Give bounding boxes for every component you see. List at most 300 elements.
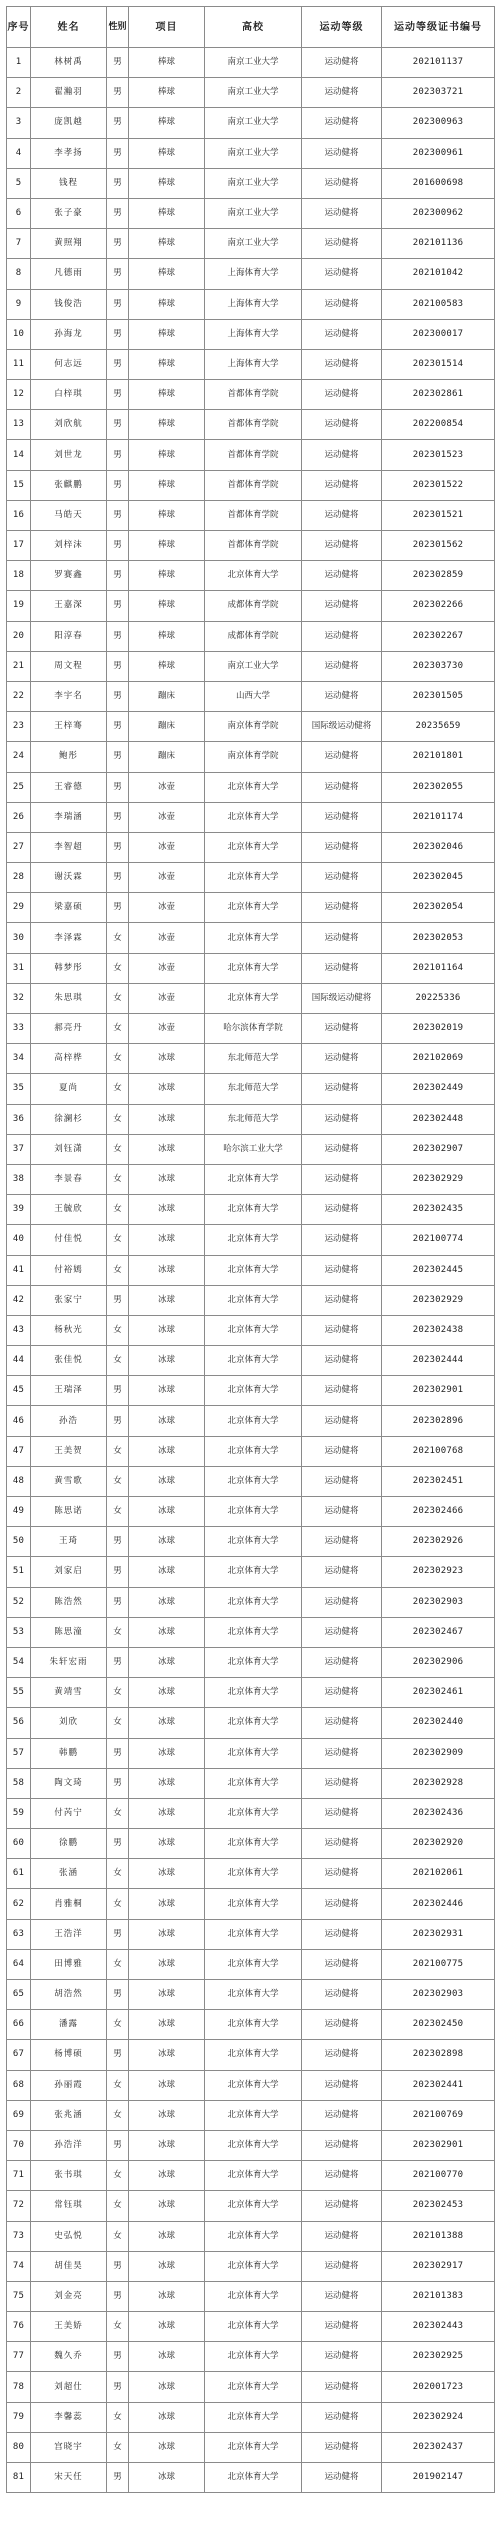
cell-certificate-number: 202301522 [382,470,495,500]
cell-index: 38 [7,1164,31,1194]
cell-gender: 女 [107,1014,129,1044]
cell-index: 41 [7,1255,31,1285]
cell-gender: 男 [107,2130,129,2160]
table-row [7,2191,495,2221]
cell-grade: 运动健将 [302,2191,382,2221]
cell-name: 谢沃霖 [31,863,107,893]
cell-name: 刘欣航 [31,410,107,440]
cell-university: 哈尔滨体育学院 [205,1014,302,1044]
table-row [7,1678,495,1708]
table-row [7,712,495,742]
cell-index: 42 [7,1285,31,1315]
cell-event: 棒球 [129,108,205,138]
cell-university: 北京体育大学 [205,2402,302,2432]
table-row [7,2100,495,2130]
cell-gender: 男 [107,561,129,591]
cell-grade: 运动健将 [302,1497,382,1527]
cell-grade: 运动健将 [302,1466,382,1496]
cell-university: 南京工业大学 [205,48,302,78]
cell-index: 12 [7,380,31,410]
cell-grade: 运动健将 [302,1255,382,1285]
table-row [7,1859,495,1889]
cell-certificate-number: 202102061 [382,1859,495,1889]
cell-index: 27 [7,832,31,862]
cell-grade: 运动健将 [302,2372,382,2402]
cell-university: 北京体育大学 [205,561,302,591]
table-row [7,2161,495,2191]
table-row [7,1738,495,1768]
table-row [7,2221,495,2251]
cell-index: 68 [7,2070,31,2100]
cell-certificate-number: 202302055 [382,772,495,802]
cell-grade: 运动健将 [302,651,382,681]
cell-university: 北京体育大学 [205,2463,302,2493]
header-row [7,7,495,48]
cell-certificate-number: 202302444 [382,1346,495,1376]
cell-name: 夏尚 [31,1074,107,1104]
cell-gender: 男 [107,380,129,410]
cell-grade: 运动健将 [302,289,382,319]
cell-certificate-number: 202302053 [382,923,495,953]
cell-event: 棒球 [129,48,205,78]
table-row [7,1798,495,1828]
cell-grade: 运动健将 [302,138,382,168]
cell-certificate-number: 202302437 [382,2432,495,2462]
cell-event: 冰球 [129,1315,205,1345]
cell-grade: 运动健将 [302,1768,382,1798]
cell-event: 冰壶 [129,893,205,923]
cell-university: 南京工业大学 [205,198,302,228]
cell-name: 何志远 [31,349,107,379]
cell-index: 36 [7,1104,31,1134]
cell-university: 北京体育大学 [205,1678,302,1708]
table-row [7,1225,495,1255]
cell-name: 孙浩洋 [31,2130,107,2160]
table-row [7,1074,495,1104]
cell-gender: 男 [107,78,129,108]
cell-gender: 男 [107,229,129,259]
cell-university: 东北师范大学 [205,1044,302,1074]
cell-grade: 运动健将 [302,1557,382,1587]
cell-event: 冰壶 [129,772,205,802]
cell-university: 北京体育大学 [205,1285,302,1315]
athlete-certificate-table-container [6,6,494,2493]
cell-grade: 运动健将 [302,1949,382,1979]
cell-gender: 男 [107,349,129,379]
cell-grade: 运动健将 [302,380,382,410]
cell-grade: 运动健将 [302,1406,382,1436]
cell-certificate-number: 202302054 [382,893,495,923]
cell-index: 23 [7,712,31,742]
cell-university: 北京体育大学 [205,802,302,832]
cell-index: 7 [7,229,31,259]
cell-gender: 男 [107,1376,129,1406]
cell-certificate-number: 202302019 [382,1014,495,1044]
cell-event: 冰球 [129,1708,205,1738]
cell-event: 棒球 [129,349,205,379]
cell-event: 冰球 [129,2191,205,2221]
cell-certificate-number: 202302898 [382,2040,495,2070]
cell-certificate-number: 202300962 [382,198,495,228]
cell-index: 16 [7,500,31,530]
cell-certificate-number: 202302859 [382,561,495,591]
cell-certificate-number: 202302438 [382,1315,495,1345]
table-row [7,500,495,530]
cell-index: 13 [7,410,31,440]
cell-name: 韩梦彤 [31,953,107,983]
cell-index: 17 [7,531,31,561]
cell-university: 北京体育大学 [205,1859,302,1889]
cell-gender: 女 [107,1315,129,1345]
cell-university: 南京工业大学 [205,138,302,168]
cell-certificate-number: 202101136 [382,229,495,259]
cell-university: 北京体育大学 [205,2432,302,2462]
cell-index: 75 [7,2281,31,2311]
cell-grade: 运动健将 [302,923,382,953]
cell-university: 北京体育大学 [205,1466,302,1496]
cell-certificate-number: 202302445 [382,1255,495,1285]
cell-event: 冰球 [129,1829,205,1859]
cell-university: 成都体育学院 [205,621,302,651]
cell-index: 5 [7,168,31,198]
cell-university: 北京体育大学 [205,863,302,893]
cell-certificate-number: 202302443 [382,2312,495,2342]
cell-gender: 女 [107,1255,129,1285]
cell-grade: 运动健将 [302,802,382,832]
cell-certificate-number: 202101383 [382,2281,495,2311]
cell-university: 北京体育大学 [205,1738,302,1768]
cell-gender: 男 [107,440,129,470]
cell-gender: 男 [107,198,129,228]
cell-university: 北京体育大学 [205,1225,302,1255]
table-row [7,621,495,651]
cell-certificate-number: 202302435 [382,1195,495,1225]
table-row [7,349,495,379]
table-row [7,772,495,802]
cell-name: 李智超 [31,832,107,862]
cell-name: 凡德雨 [31,259,107,289]
cell-university: 北京体育大学 [205,1164,302,1194]
table-row [7,1949,495,1979]
cell-gender: 女 [107,1708,129,1738]
cell-gender: 女 [107,1104,129,1134]
cell-gender: 女 [107,953,129,983]
cell-certificate-number: 202302924 [382,2402,495,2432]
cell-name: 王浩洋 [31,1919,107,1949]
cell-grade: 运动健将 [302,470,382,500]
cell-index: 65 [7,1980,31,2010]
cell-certificate-number: 202303730 [382,651,495,681]
cell-index: 19 [7,591,31,621]
cell-event: 棒球 [129,470,205,500]
cell-certificate-number: 202300963 [382,108,495,138]
cell-university: 北京体育大学 [205,2372,302,2402]
table-row [7,1980,495,2010]
cell-certificate-number: 202302266 [382,591,495,621]
cell-grade: 运动健将 [302,1074,382,1104]
cell-name: 陶文琦 [31,1768,107,1798]
cell-certificate-number: 202302436 [382,1798,495,1828]
cell-index: 76 [7,2312,31,2342]
cell-index: 44 [7,1346,31,1376]
cell-university: 北京体育大学 [205,2010,302,2040]
cell-event: 棒球 [129,229,205,259]
cell-grade: 运动健将 [302,2312,382,2342]
cell-university: 北京体育大学 [205,1587,302,1617]
cell-index: 3 [7,108,31,138]
cell-gender: 女 [107,1617,129,1647]
cell-university: 北京体育大学 [205,2070,302,2100]
cell-event: 棒球 [129,319,205,349]
cell-certificate-number: 202100775 [382,1949,495,1979]
cell-index: 29 [7,893,31,923]
cell-grade: 运动健将 [302,1285,382,1315]
cell-event: 棒球 [129,651,205,681]
cell-university: 北京体育大学 [205,2100,302,2130]
cell-university: 哈尔滨工业大学 [205,1134,302,1164]
table-row [7,198,495,228]
cell-certificate-number: 202302926 [382,1527,495,1557]
table-row [7,531,495,561]
cell-name: 陈浩然 [31,1587,107,1617]
cell-name: 王美娇 [31,2312,107,2342]
cell-name: 王琦 [31,1527,107,1557]
cell-certificate-number: 202101174 [382,802,495,832]
cell-university: 北京体育大学 [205,1889,302,1919]
header-gender: 性别 [107,7,129,48]
cell-gender: 男 [107,1768,129,1798]
cell-gender: 女 [107,1798,129,1828]
cell-index: 43 [7,1315,31,1345]
table-row [7,2312,495,2342]
cell-name: 陈思潼 [31,1617,107,1647]
cell-name: 刘世龙 [31,440,107,470]
cell-name: 郝亮丹 [31,1014,107,1044]
cell-certificate-number: 202302901 [382,2130,495,2160]
table-row [7,1164,495,1194]
cell-grade: 运动健将 [302,621,382,651]
cell-index: 26 [7,802,31,832]
cell-gender: 男 [107,1557,129,1587]
cell-university: 北京体育大学 [205,2281,302,2311]
cell-university: 南京工业大学 [205,229,302,259]
cell-index: 53 [7,1617,31,1647]
cell-index: 25 [7,772,31,802]
cell-university: 北京体育大学 [205,953,302,983]
table-row [7,259,495,289]
cell-index: 18 [7,561,31,591]
cell-name: 刘钰潇 [31,1134,107,1164]
cell-gender: 男 [107,742,129,772]
cell-index: 40 [7,1225,31,1255]
cell-index: 51 [7,1557,31,1587]
cell-grade: 国际级运动健将 [302,983,382,1013]
cell-name: 黄雪歌 [31,1466,107,1496]
cell-grade: 运动健将 [302,1647,382,1677]
cell-name: 陈思诺 [31,1497,107,1527]
cell-index: 56 [7,1708,31,1738]
cell-certificate-number: 202302928 [382,1768,495,1798]
cell-grade: 运动健将 [302,2130,382,2160]
cell-gender: 男 [107,591,129,621]
header-index: 序号 [7,7,31,48]
cell-index: 4 [7,138,31,168]
cell-gender: 男 [107,1829,129,1859]
cell-index: 22 [7,681,31,711]
table-row [7,1376,495,1406]
cell-event: 棒球 [129,138,205,168]
table-row [7,651,495,681]
cell-name: 王睿德 [31,772,107,802]
cell-grade: 运动健将 [302,410,382,440]
cell-name: 孙海龙 [31,319,107,349]
cell-university: 上海体育大学 [205,349,302,379]
cell-university: 北京体育大学 [205,983,302,1013]
cell-certificate-number: 202301505 [382,681,495,711]
cell-grade: 运动健将 [302,2010,382,2040]
table-row [7,1617,495,1647]
cell-certificate-number: 202302907 [382,1134,495,1164]
cell-university: 北京体育大学 [205,1346,302,1376]
cell-name: 张兆涵 [31,2100,107,2130]
cell-university: 上海体育大学 [205,259,302,289]
table-row [7,229,495,259]
cell-grade: 运动健将 [302,2040,382,2070]
cell-university: 首都体育学院 [205,410,302,440]
cell-university: 北京体育大学 [205,1919,302,1949]
cell-university: 成都体育学院 [205,591,302,621]
table-row [7,380,495,410]
cell-index: 14 [7,440,31,470]
cell-grade: 运动健将 [302,1617,382,1647]
cell-name: 杨博硕 [31,2040,107,2070]
table-row [7,832,495,862]
cell-name: 胡佳昊 [31,2251,107,2281]
cell-event: 冰球 [129,2130,205,2160]
cell-grade: 运动健将 [302,78,382,108]
cell-gender: 男 [107,319,129,349]
cell-gender: 男 [107,410,129,440]
cell-grade: 运动健将 [302,349,382,379]
cell-grade: 运动健将 [302,2463,382,2493]
cell-grade: 运动健将 [302,1678,382,1708]
cell-certificate-number: 202302267 [382,621,495,651]
cell-index: 37 [7,1134,31,1164]
cell-certificate-number: 202301523 [382,440,495,470]
cell-certificate-number: 202302466 [382,1497,495,1527]
cell-university: 北京体育大学 [205,1949,302,1979]
cell-gender: 男 [107,802,129,832]
cell-name: 张家宁 [31,1285,107,1315]
cell-name: 张麒鹏 [31,470,107,500]
cell-event: 冰壶 [129,923,205,953]
cell-certificate-number: 202302046 [382,832,495,862]
cell-certificate-number: 202302449 [382,1074,495,1104]
cell-event: 棒球 [129,78,205,108]
cell-index: 69 [7,2100,31,2130]
cell-gender: 女 [107,1225,129,1255]
cell-certificate-number: 202302451 [382,1466,495,1496]
table-row [7,953,495,983]
cell-university: 南京工业大学 [205,168,302,198]
cell-gender: 男 [107,681,129,711]
cell-gender: 女 [107,1134,129,1164]
cell-grade: 运动健将 [302,2070,382,2100]
cell-university: 山西大学 [205,681,302,711]
cell-name: 庞凯越 [31,108,107,138]
table-row [7,1527,495,1557]
cell-grade: 运动健将 [302,1346,382,1376]
cell-event: 棒球 [129,289,205,319]
cell-certificate-number: 202303721 [382,78,495,108]
cell-university: 北京体育大学 [205,1436,302,1466]
cell-index: 10 [7,319,31,349]
cell-university: 北京体育大学 [205,1406,302,1436]
cell-name: 朱思琪 [31,983,107,1013]
cell-index: 73 [7,2221,31,2251]
cell-certificate-number: 20225336 [382,983,495,1013]
cell-university: 北京体育大学 [205,2161,302,2191]
cell-gender: 男 [107,2372,129,2402]
table-row [7,168,495,198]
cell-name: 徐鹏 [31,1829,107,1859]
cell-certificate-number: 202302917 [382,2251,495,2281]
cell-certificate-number: 202302861 [382,380,495,410]
table-row [7,681,495,711]
cell-gender: 男 [107,289,129,319]
cell-grade: 运动健将 [302,531,382,561]
cell-gender: 女 [107,1195,129,1225]
cell-grade: 运动健将 [302,561,382,591]
cell-event: 冰球 [129,1376,205,1406]
cell-grade: 运动健将 [302,1708,382,1738]
cell-event: 冰球 [129,2402,205,2432]
cell-name: 付裕嫣 [31,1255,107,1285]
cell-certificate-number: 202100769 [382,2100,495,2130]
cell-university: 北京体育大学 [205,1829,302,1859]
cell-event: 棒球 [129,500,205,530]
cell-event: 冰壶 [129,1014,205,1044]
cell-gender: 男 [107,772,129,802]
cell-name: 孙浩 [31,1406,107,1436]
table-row [7,78,495,108]
cell-gender: 女 [107,1949,129,1979]
table-row [7,802,495,832]
cell-certificate-number: 202302440 [382,1708,495,1738]
cell-grade: 运动健将 [302,2161,382,2191]
cell-event: 冰球 [129,1104,205,1134]
cell-grade: 运动健将 [302,1104,382,1134]
cell-certificate-number: 202001723 [382,2372,495,2402]
cell-index: 74 [7,2251,31,2281]
cell-name: 钱俊浩 [31,289,107,319]
cell-index: 49 [7,1497,31,1527]
cell-certificate-number: 202101801 [382,742,495,772]
table-row [7,1889,495,1919]
cell-university: 南京工业大学 [205,108,302,138]
cell-gender: 男 [107,1406,129,1436]
cell-event: 冰球 [129,1678,205,1708]
cell-grade: 运动健将 [302,681,382,711]
cell-university: 北京体育大学 [205,1708,302,1738]
table-row [7,289,495,319]
cell-university: 首都体育学院 [205,470,302,500]
cell-event: 冰壶 [129,832,205,862]
cell-grade: 运动健将 [302,1436,382,1466]
cell-gender: 男 [107,2040,129,2070]
cell-university: 北京体育大学 [205,1557,302,1587]
cell-name: 刘超仕 [31,2372,107,2402]
